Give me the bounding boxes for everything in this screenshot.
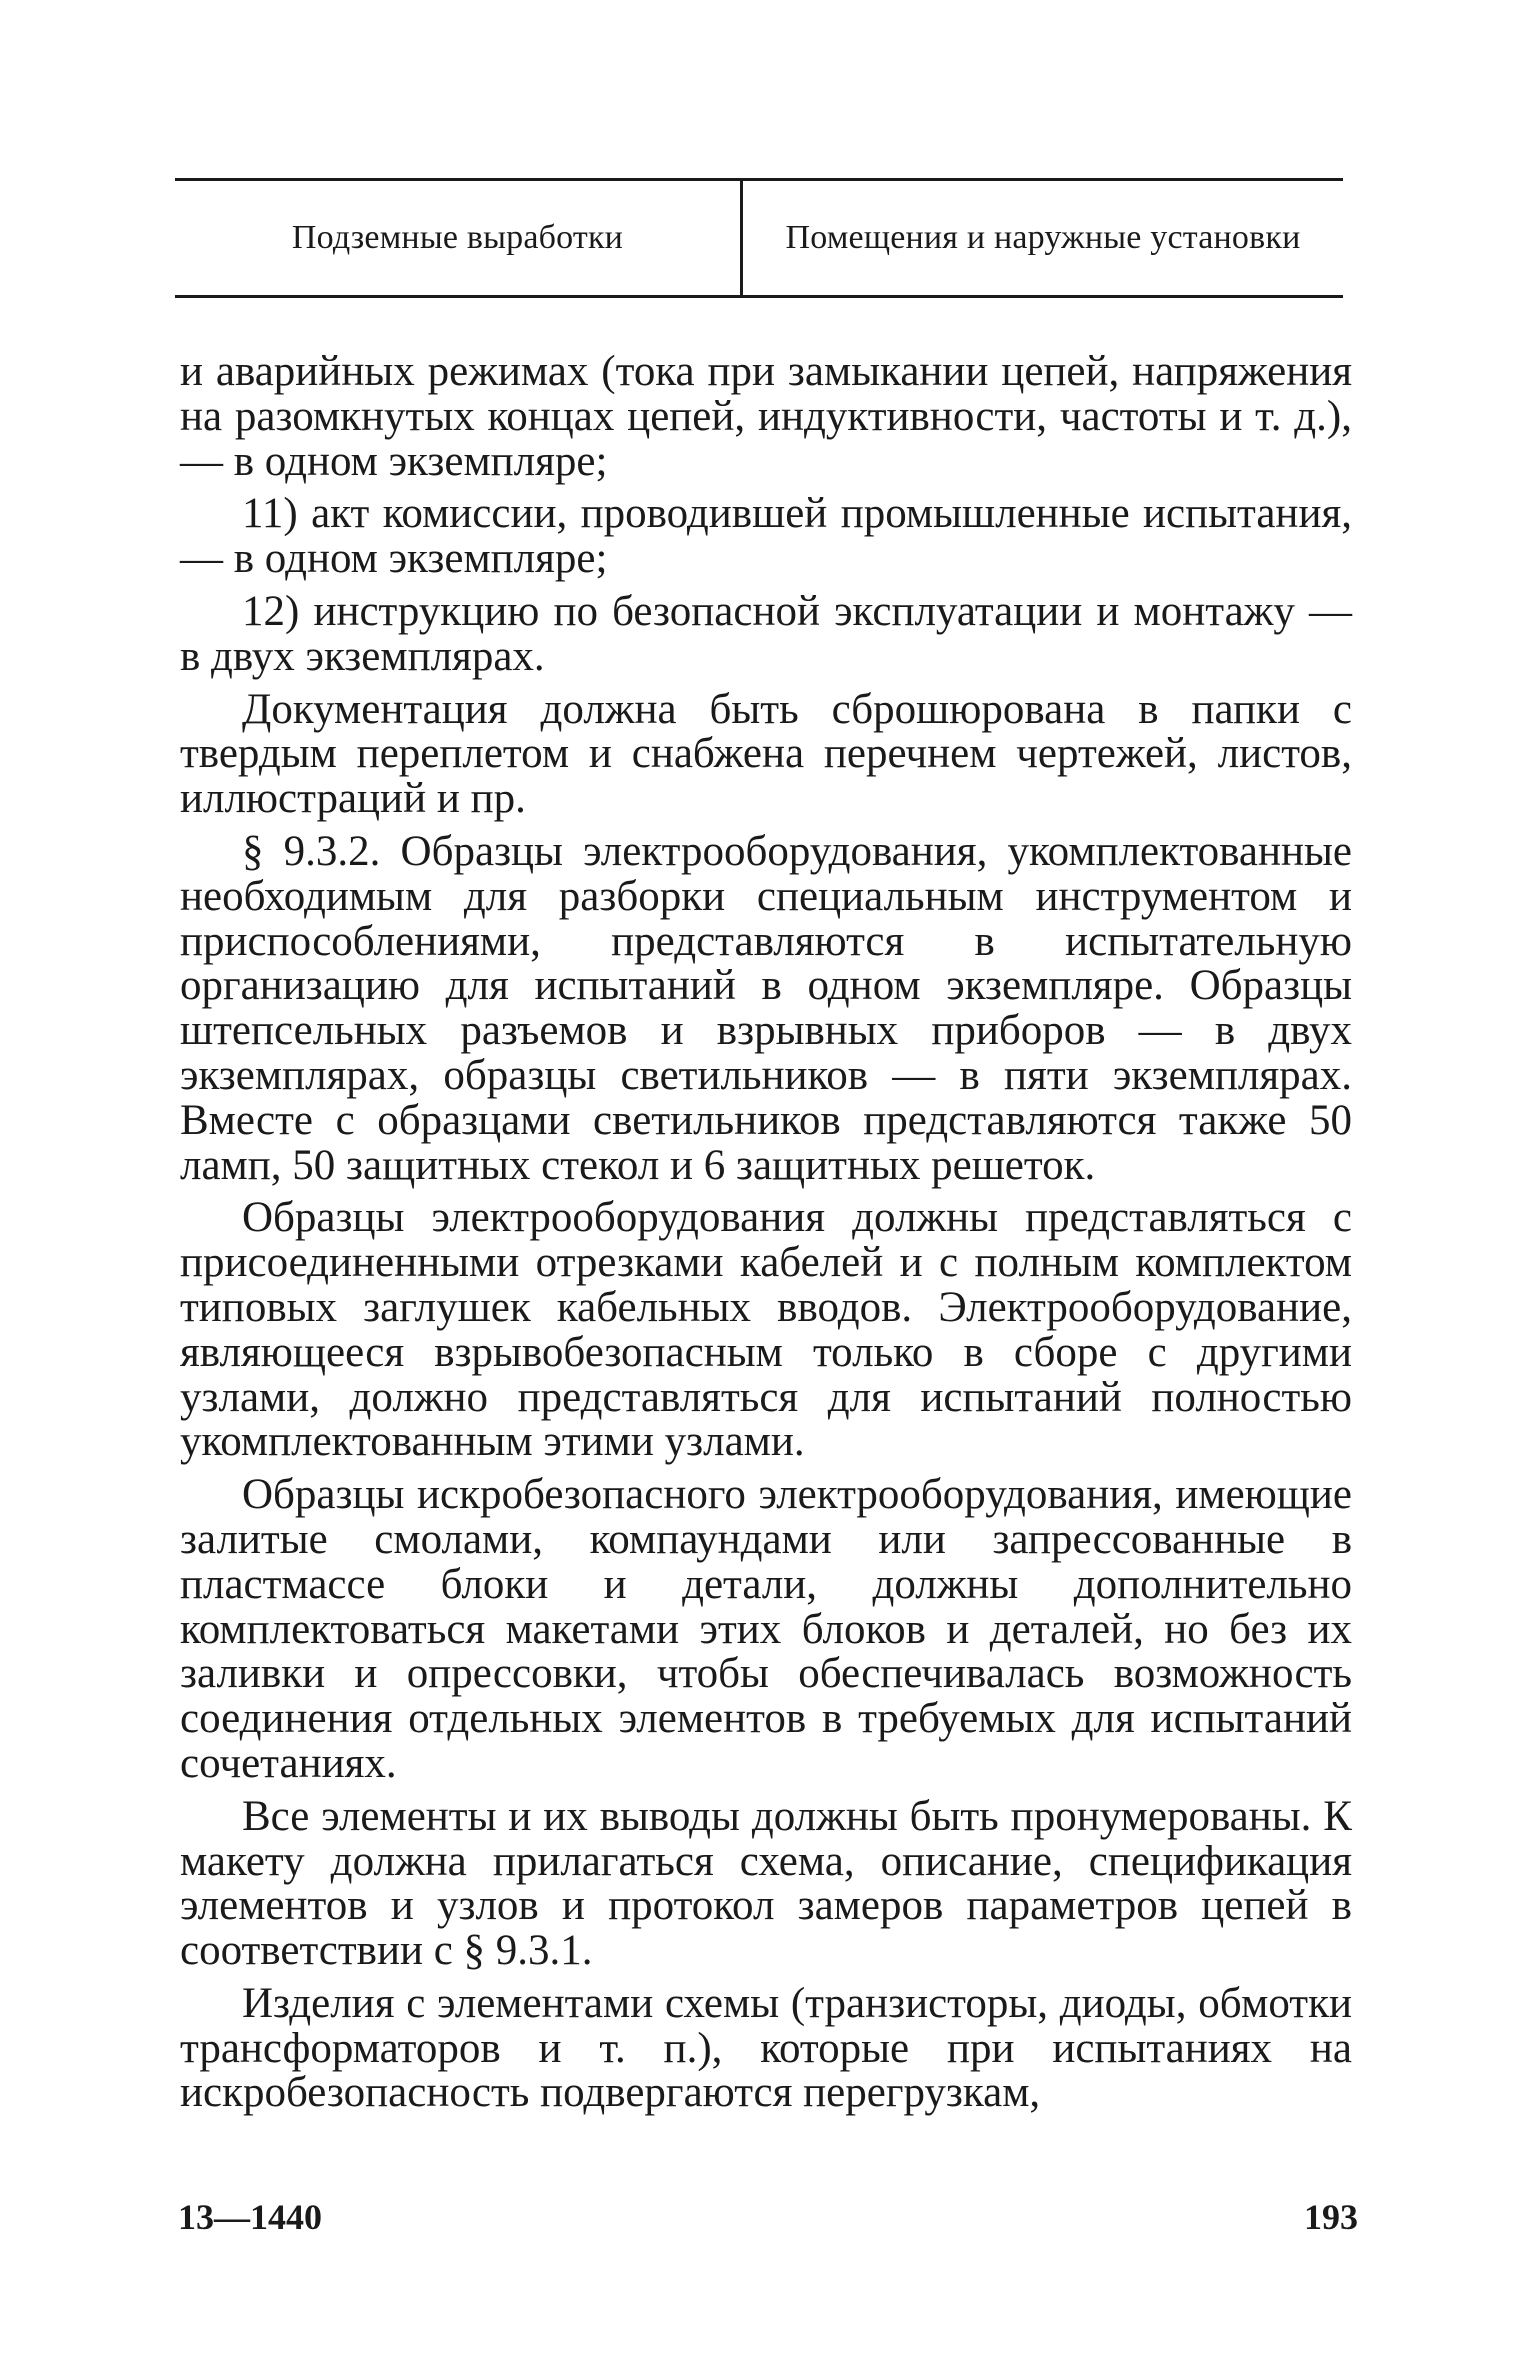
paragraph-intrinsically-safe: Образцы искробезопасного электрооборудования, имеющие залитые смолами, компаундами или запрессованные в пластмассе блоки и детали, должны дополнительно комплектоваться макетами этих блоков и деталей, но без их заливки и опрессовки, чтобы обеспечивалась возможность соединения отдельных элементов в требуемых для испытаний сочетаниях. (180, 1471, 1352, 1787)
running-header (175, 178, 1343, 298)
paragraph-continuation: и аварийных режимах (тока при замыкании цепей, напряжения на разомкнутых концах цепей, индуктивности, частоты и т. д.),— в одном экземпляре; (180, 348, 1352, 485)
body-text (180, 350, 1352, 2116)
list-item-12: 12) инструкцию по безопасной эксплуатации и монтажу — в двух экземплярах. (180, 587, 1352, 680)
paragraph-documentation: Документация должна быть сброшюрована в папки с твердым переплетом и снабжена перечнем чертежей, листов, иллюстраций и пр. (180, 685, 1352, 823)
paragraph-section-9-3-2: § 9.3.2. Образцы электрооборудования, укомплектованные необходимым для разборки специальным инструментом и приспособлениями, представляются в испытательную организацию для испытаний в одном экземпляре. Образцы штепсельных разъемов и взрывных приборов — в двух экземплярах, образцы светильников — в пяти экземплярах. Вместе с образцами светильников представляются также 50 ламп, 50 защитных стекол и 6 защитных решеток. (180, 827, 1352, 1189)
paragraph-numbering: Все элементы и их выводы должны быть пронумерованы. К макету должна прилагаться схема, описание, спецификация элементов и узлов и протокол замеров параметров цепей в соответствии с § 9.3.1. (180, 1792, 1352, 1975)
paragraph-samples-cables: Образцы электрооборудования должны представляться с присоединенными отрезками кабелей и с полным комплектом типовых заглушек кабельных вводов. Электрооборудование, являющееся взрывобезопасным только в сборе с другими узлами, должно представляться для испытаний полностью укомплектованным этими узлами. (180, 1194, 1352, 1466)
header-right-section: Помещения и наружные установки (785, 219, 1301, 256)
page-footer (178, 2196, 1358, 2238)
page-number: 193 (1304, 2197, 1358, 2237)
signature-mark: 13—1440 (178, 2197, 322, 2237)
header-left-section: Подземные выработки (175, 181, 743, 295)
list-item-11: 11) акт комиссии, проводившей промышленные испытания,— в одном экземпляре; (180, 490, 1352, 583)
paragraph-circuit-elements: Изделия с элементами схемы (транзисторы, диоды, обмотки трансформаторов и т. п.), которые при испытаниях на искробезопасность подвергаются перегрузкам, (180, 1979, 1352, 2117)
